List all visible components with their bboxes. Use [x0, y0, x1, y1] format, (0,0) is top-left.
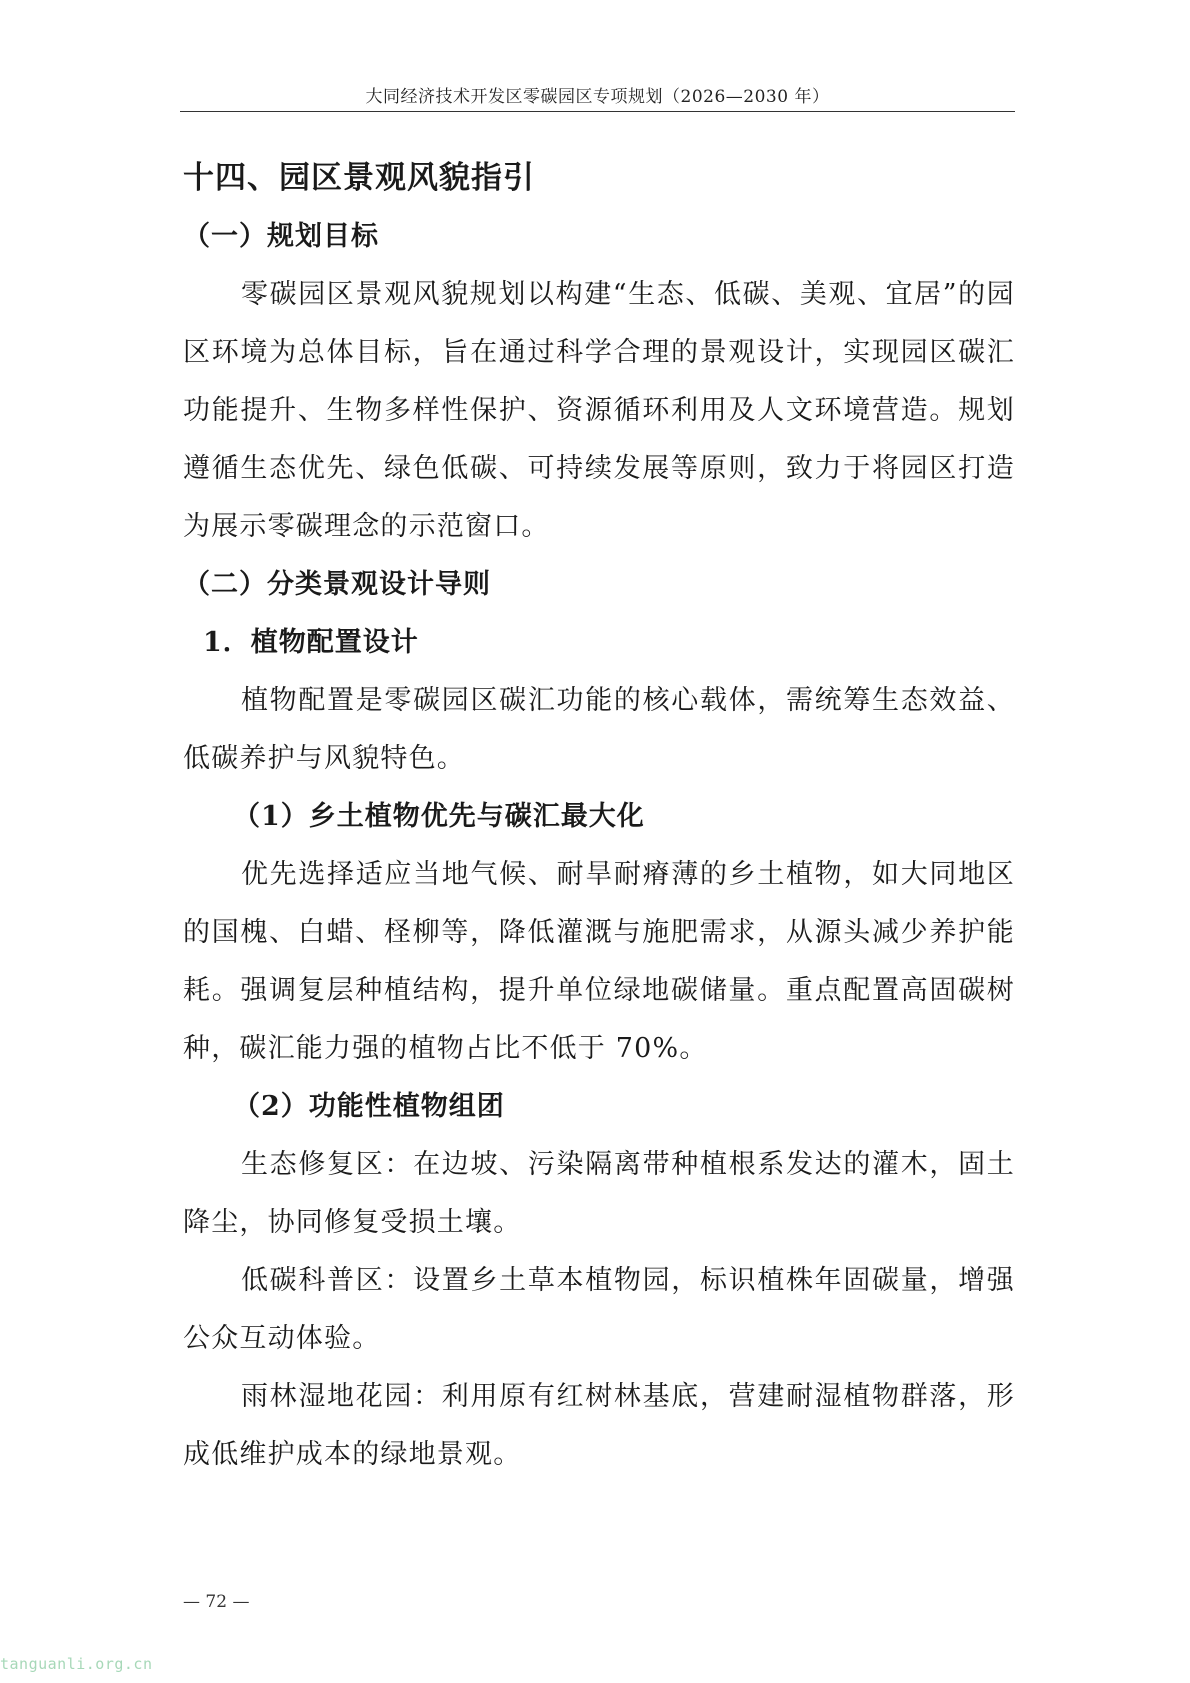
paragraph-native-plants: 优先选择适应当地气候、耐旱耐瘠薄的乡土植物，如大同地区的国槐、白蜡、柽柳等，降低灌溉与施肥需求，从源头减少养护能耗。强调复层种植结构，提升单位绿地碳储量。重点配置高固碳树种，碳汇能力强的植物占比不低于 70%。 [183, 859, 1015, 1064]
page-body [183, 148, 1015, 1484]
section-title-guidelines: （二）分类景观设计导则 [183, 569, 491, 600]
paragraph-science-zone: 低碳科普区：设置乡土草本植物园，标识植株年固碳量，增强公众互动体验。 [183, 1265, 1015, 1354]
watermark: tanguanli.org.cn [0, 1655, 153, 1673]
paragraph-planting-intro: 植物配置是零碳园区碳汇功能的核心载体，需统筹生态效益、低碳养护与风貌特色。 [183, 685, 1015, 774]
paragraph-wetland-garden: 雨林湿地花园：利用原有红树林基底，营建耐湿植物群落，形成低维护成本的绿地景观。 [183, 1381, 1015, 1470]
page-number: — 72 — [183, 1592, 250, 1612]
paragraph-goals: 零碳园区景观风貌规划以构建“生态、低碳、美观、宜居”的园区环境为总体目标，旨在通过科学合理的景观设计，实现园区碳汇功能提升、生物多样性保护、资源循环利用及人文环境营造。规划遵循生态优先、绿色低碳、可持续发展等原则，致力于将园区打造为展示零碳理念的示范窗口。 [183, 279, 1015, 542]
paragraph-eco-restoration: 生态修复区：在边坡、污染隔离带种植根系发达的灌木，固土降尘，协同修复受损土壤。 [183, 1149, 1015, 1238]
chapter-title: 十四、园区景观风貌指引 [183, 160, 535, 196]
item-title-functional-groups: （2）功能性植物组团 [233, 1091, 505, 1122]
header-divider [180, 111, 1015, 112]
subsection-title-planting: 1．植物配置设计 [203, 627, 419, 658]
running-header: 大同经济技术开发区零碳园区专项规划（2026—2030 年） [365, 87, 830, 107]
section-title-goals: （一）规划目标 [183, 221, 379, 252]
item-title-native-plants: （1）乡土植物优先与碳汇最大化 [233, 801, 645, 832]
